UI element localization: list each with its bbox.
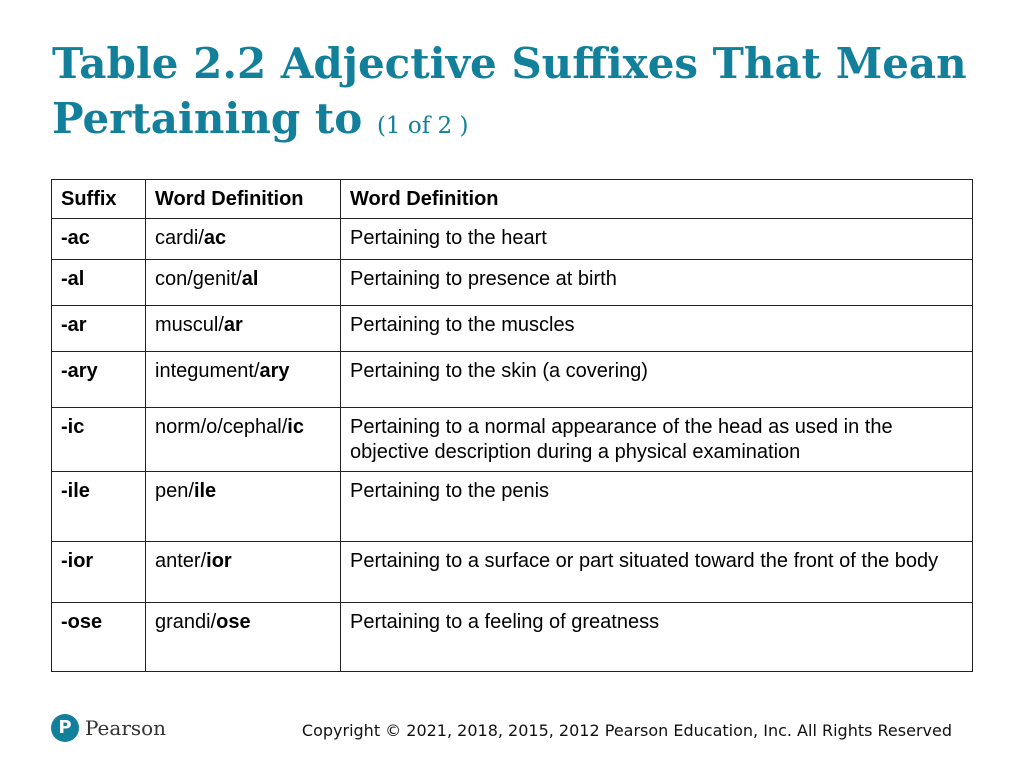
table-row (52, 352, 973, 408)
column-header-suffix: Suffix (52, 180, 146, 219)
definition-cell: Pertaining to a feeling of greatness (341, 603, 973, 672)
title-part-indicator: (1 of 2 ) (376, 113, 469, 139)
table-row (52, 542, 973, 603)
word-cell: integument/ary (146, 352, 341, 408)
suffix-cell: -ile (52, 472, 146, 542)
definition-cell: Pertaining to the heart (341, 219, 973, 260)
definition-cell: Pertaining to a normal appearance of the head as used in the objective description during a physical examination (341, 408, 973, 472)
definition-cell: Pertaining to the muscles (341, 306, 973, 352)
word-cell: anter/ior (146, 542, 341, 603)
suffix-cell: -ary (52, 352, 146, 408)
definition-cell: Pertaining to the skin (a covering) (341, 352, 973, 408)
copyright-notice: Copyright © 2021, 2018, 2015, 2012 Pearson Education, Inc. All Rights Reserved (301, 721, 952, 740)
pearson-logo-text: Pearson (85, 716, 167, 740)
definition-cell: Pertaining to presence at birth (341, 260, 973, 306)
table-header-row (52, 180, 973, 219)
table-row (52, 408, 973, 472)
word-cell: pen/ile (146, 472, 341, 542)
column-header-definition: Word Definition (341, 180, 973, 219)
pearson-logo-icon: P (51, 714, 79, 742)
word-cell: muscul/ar (146, 306, 341, 352)
word-cell: norm/o/cephal/ic (146, 408, 341, 472)
word-cell: cardi/ac (146, 219, 341, 260)
suffix-cell: -ose (52, 603, 146, 672)
title-main: Table 2.2 Adjective Suffixes That Mean Pertaining to (52, 39, 967, 143)
pearson-logo (51, 714, 167, 746)
suffix-cell: -ior (52, 542, 146, 603)
definition-cell: Pertaining to a surface or part situated toward the front of the body (341, 542, 973, 603)
table-row (52, 260, 973, 306)
definition-cell: Pertaining to the penis (341, 472, 973, 542)
column-header-word: Word Definition (146, 180, 341, 219)
word-cell: grandi/ose (146, 603, 341, 672)
suffix-cell: -al (52, 260, 146, 306)
suffix-table (51, 179, 973, 672)
suffix-cell: -ac (52, 219, 146, 260)
suffix-cell: -ic (52, 408, 146, 472)
table-row (52, 472, 973, 542)
table-row (52, 306, 973, 352)
suffix-cell: -ar (52, 306, 146, 352)
page-title (52, 36, 992, 154)
table-row (52, 603, 973, 672)
word-cell: con/genit/al (146, 260, 341, 306)
table-row (52, 219, 973, 260)
